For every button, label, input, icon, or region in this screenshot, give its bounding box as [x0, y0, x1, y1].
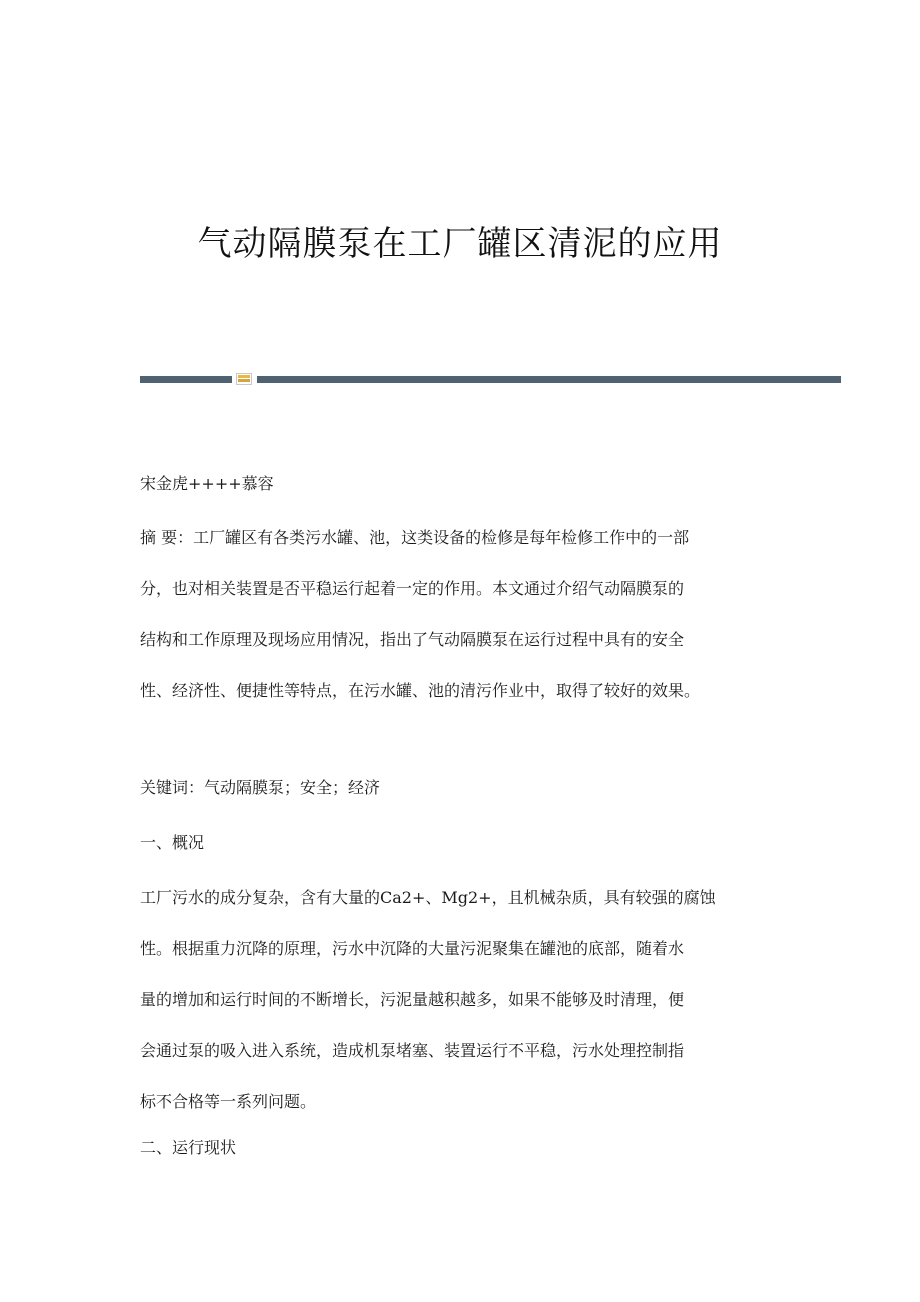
section-heading-2: 二、运行现状 [140, 1138, 237, 1157]
title-divider [140, 373, 841, 385]
body-line: 量的增加和运行时间的不断增长，污泥量越积越多，如果不能够及时清理，便 [140, 990, 685, 1009]
section-1-body [140, 886, 780, 1141]
document-title: 气动隔膜泵在工厂罐区清泥的应用 [197, 224, 723, 264]
body-line: 会通过泵的吸入进入系统，造成机泵堵塞、装置运行不平稳，污水处理控制指 [140, 1041, 685, 1060]
body-line: 工厂污水的成分复杂，含有大量的Ca2+、Mg2+，且机械杂质，具有较强的腐蚀 [140, 888, 716, 907]
body-line: 标不合格等一系列问题。 [140, 1092, 317, 1111]
abstract-line: 性、经济性、便捷性等特点，在污水罐、池的清污作业中，取得了较好的效果。 [140, 681, 701, 700]
divider-emblem-icon [236, 373, 252, 385]
abstract-line: 分，也对相关装置是否平稳运行起着一定的作用。本文通过介绍气动隔膜泵的 [140, 579, 685, 598]
abstract-line: 摘 要：工厂罐区有各类污水罐、池，这类设备的检修是每年检修工作中的一部 [140, 528, 690, 547]
divider-bar-left [140, 376, 232, 383]
authors: 宋金虎++++慕容 [140, 474, 274, 493]
keywords: 关键词：气动隔膜泵；安全；经济 [140, 778, 381, 797]
divider-bar-right [257, 376, 841, 383]
abstract [140, 526, 780, 730]
body-line: 性。根据重力沉降的原理，污水中沉降的大量污泥聚集在罐池的底部，随着水 [140, 939, 685, 958]
abstract-line: 结构和工作原理及现场应用情况，指出了气动隔膜泵在运行过程中具有的安全 [140, 630, 685, 649]
section-heading-1: 一、概况 [140, 833, 205, 852]
